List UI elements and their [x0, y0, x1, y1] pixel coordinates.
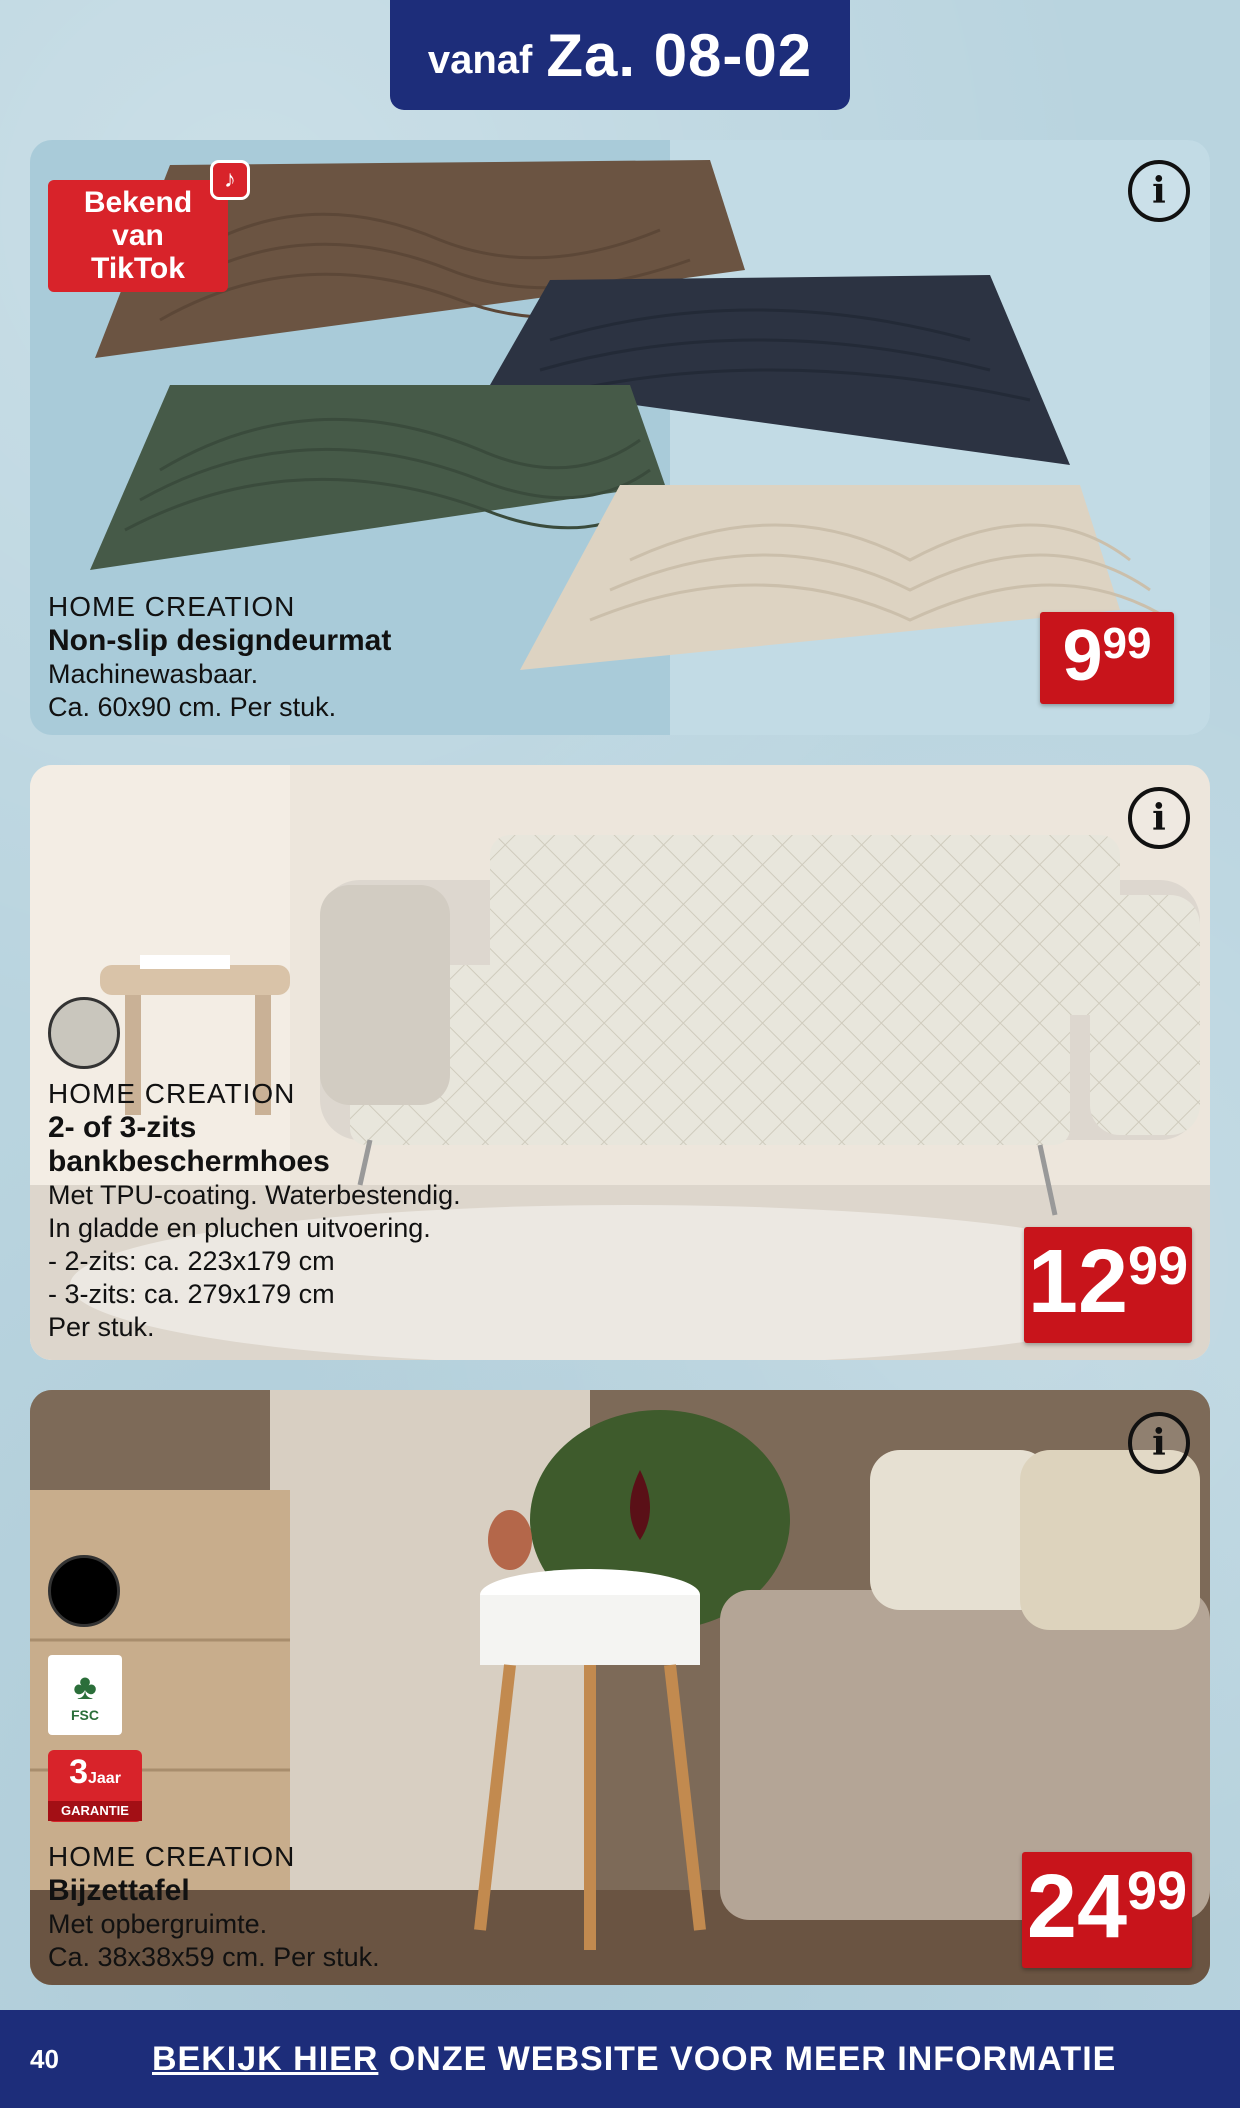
product-desc-line: Machinewasbaar.	[48, 659, 259, 689]
product-desc-line: - 3-zits: ca. 279x179 cm	[48, 1279, 335, 1309]
product-title: Non-slip designdeurmat	[48, 624, 392, 657]
product-card-sofa-cover[interactable]	[30, 765, 1210, 1360]
price-cents: 99	[1128, 1236, 1189, 1296]
price-cents: 99	[1127, 1861, 1188, 1921]
page-number: 40	[30, 2043, 59, 2074]
cta-text: ONZE WEBSITE VOOR MEER INFORMATIE	[388, 2039, 1117, 2078]
fsc-tree-icon: ♣	[73, 1666, 97, 1707]
price-tag	[1022, 1852, 1192, 1968]
footer-cta	[152, 2040, 1116, 2079]
product-title-line: bankbeschermhoes	[48, 1145, 330, 1178]
product-card-doormat[interactable]	[30, 140, 1210, 735]
date-banner	[390, 0, 850, 110]
garantie-years: 3	[69, 1753, 88, 1791]
badge-line-1: Bekend	[83, 186, 193, 219]
from-label: vanaf	[427, 37, 533, 82]
product-card-side-table[interactable]	[30, 1390, 1210, 1985]
product-desc-line: Per stuk.	[48, 1312, 155, 1342]
product-desc-line: Ca. 38x38x59 cm. Per stuk.	[48, 1942, 380, 1972]
product-title-line: 2- of 3-zits	[48, 1111, 197, 1144]
product-text-side-table	[48, 1840, 380, 1974]
tiktok-icon: ♪	[210, 160, 250, 200]
price-main: 12	[1027, 1232, 1129, 1332]
badge-line-3: TikTok	[91, 252, 185, 285]
color-swatch[interactable]	[48, 1555, 120, 1627]
footer-bar	[0, 2010, 1240, 2108]
product-text-sofa-cover	[48, 1077, 461, 1344]
brand-label: HOME CREATION	[48, 591, 296, 622]
product-desc-line: Met TPU-coating. Waterbestendig.	[48, 1180, 461, 1210]
price-cents: 99	[1102, 619, 1152, 668]
garantie-unit: Jaar	[88, 1770, 121, 1787]
website-link[interactable]: BEKIJK HIER	[152, 2039, 379, 2078]
product-desc-line: In gladde en pluchen uitvoering.	[48, 1213, 431, 1243]
fsc-badge	[48, 1655, 122, 1735]
product-desc-line: Met opbergruimte.	[48, 1909, 268, 1939]
garantie-label: GARANTIE	[48, 1801, 142, 1821]
tiktok-badge	[48, 180, 228, 292]
color-swatch[interactable]	[48, 997, 120, 1069]
garantie-badge	[48, 1750, 142, 1822]
price-main: 24	[1026, 1857, 1128, 1957]
price-tag	[1040, 612, 1174, 704]
info-icon[interactable]	[1128, 160, 1190, 222]
info-icon[interactable]	[1128, 1412, 1190, 1474]
product-desc-line: - 2-zits: ca. 223x179 cm	[48, 1246, 335, 1276]
price-main: 9	[1062, 616, 1103, 696]
product-desc-line: Ca. 60x90 cm. Per stuk.	[48, 692, 337, 722]
price-tag	[1024, 1227, 1192, 1343]
brand-label: HOME CREATION	[48, 1078, 296, 1109]
brand-label: HOME CREATION	[48, 1841, 296, 1872]
badge-line-2: van	[112, 219, 164, 252]
info-icon[interactable]	[1128, 787, 1190, 849]
date-label: Za. 08-02	[546, 21, 813, 89]
product-title: Bijzettafel	[48, 1874, 190, 1907]
fsc-label: FSC	[71, 1707, 99, 1723]
product-text-doormat	[48, 590, 391, 724]
